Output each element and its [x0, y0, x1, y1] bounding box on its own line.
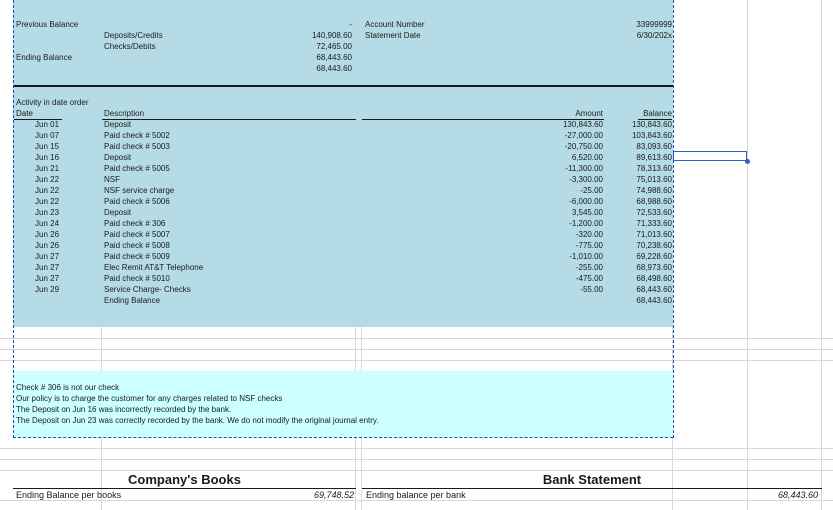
row-date[interactable]: Jun 29 — [35, 285, 60, 294]
gridline — [0, 349, 833, 350]
row-amount[interactable]: -320.00 — [575, 230, 603, 239]
note-line[interactable]: Check # 306 is not our check — [16, 383, 120, 392]
row-description[interactable]: Paid check # 5006 — [104, 197, 170, 206]
row-amount[interactable]: 3,545.00 — [571, 208, 603, 217]
row-amount[interactable]: -475.00 — [575, 274, 603, 283]
row-date[interactable]: Jun 01 — [35, 120, 60, 129]
row-amount[interactable]: 130,843.60 — [562, 120, 603, 129]
header-balance[interactable]: Balance — [643, 109, 672, 118]
row-amount[interactable]: -6,000.00 — [569, 197, 603, 206]
activity-ending-value[interactable]: 68,443.60 — [636, 296, 672, 305]
row-balance[interactable]: 83,093.60 — [636, 142, 672, 151]
deposits-credits-value[interactable]: 140,908.60 — [311, 31, 352, 40]
page-break-line — [673, 0, 674, 438]
deposits-credits-label[interactable]: Deposits/Credits — [104, 31, 163, 40]
bank-statement-title[interactable]: Bank Statement — [542, 472, 642, 487]
activity-title[interactable]: Activity in date order — [16, 98, 89, 107]
company-books-title[interactable]: Company's Books — [128, 472, 241, 487]
row-balance[interactable]: 130,843.60 — [631, 120, 672, 129]
row-balance[interactable]: 74,988.60 — [636, 186, 672, 195]
ending-balance-label[interactable]: Ending Balance — [16, 53, 73, 62]
row-description[interactable]: Paid check # 5003 — [104, 142, 170, 151]
row-date[interactable]: Jun 07 — [35, 131, 60, 140]
page-break-line — [13, 437, 673, 438]
note-line[interactable]: Our policy is to charge the customer for any charges related to NSF checks — [16, 394, 283, 403]
row-balance[interactable]: 89,613.60 — [636, 153, 672, 162]
row-date[interactable]: Jun 22 — [35, 175, 60, 184]
row-amount[interactable]: -3,300.00 — [569, 175, 603, 184]
statement-date-label[interactable]: Statement Date — [365, 31, 421, 40]
row-date[interactable]: Jun 22 — [35, 186, 60, 195]
row-description[interactable]: Paid check # 5010 — [104, 274, 170, 283]
account-number-label[interactable]: Account Number — [365, 20, 425, 29]
underline — [362, 488, 822, 489]
row-date[interactable]: Jun 16 — [35, 153, 60, 162]
checks-debits-value[interactable]: 72,465.00 — [316, 42, 352, 51]
header-date[interactable]: Date — [16, 109, 33, 118]
row-date[interactable]: Jun 21 — [35, 164, 60, 173]
row-description[interactable]: NSF — [104, 175, 120, 184]
gridline — [0, 448, 833, 449]
note-line[interactable]: The Deposit on Jun 16 was incorrectly recorded by the bank. — [16, 405, 232, 414]
row-description[interactable]: Paid check # 5005 — [104, 164, 170, 173]
row-balance[interactable]: 78,313.60 — [636, 164, 672, 173]
row-description[interactable]: Paid check # 5007 — [104, 230, 170, 239]
gridline — [821, 0, 822, 510]
row-amount[interactable]: -11,300.00 — [565, 164, 603, 173]
row-description[interactable]: Deposit — [104, 120, 132, 129]
row-amount[interactable]: -1,200.00 — [569, 219, 603, 228]
header-description[interactable]: Description — [104, 109, 145, 118]
row-balance[interactable]: 68,973.60 — [636, 263, 672, 272]
row-amount[interactable]: 6,520.00 — [571, 153, 603, 162]
account-number-value[interactable]: 33999999 — [636, 20, 672, 29]
row-description[interactable]: Elec Remit AT&T Telephone — [104, 263, 204, 272]
row-date[interactable]: Jun 27 — [35, 263, 60, 272]
gridline — [0, 470, 833, 471]
row-description[interactable]: Paid check # 5008 — [104, 241, 170, 250]
row-date[interactable]: Jun 24 — [35, 219, 60, 228]
row-balance[interactable]: 69,228.60 — [636, 252, 672, 261]
row-date[interactable]: Jun 26 — [35, 241, 60, 250]
page-break-line — [13, 0, 14, 438]
company-ending-label[interactable]: Ending Balance per books — [16, 490, 122, 500]
fill-handle[interactable] — [745, 159, 750, 164]
company-ending-value[interactable]: 69,748.52 — [313, 490, 354, 500]
row-description[interactable]: Deposit — [104, 208, 132, 217]
row-date[interactable]: Jun 26 — [35, 230, 60, 239]
statement-date-value[interactable]: 6/30/202x — [636, 31, 672, 40]
gridline — [747, 0, 748, 510]
header-amount[interactable]: Amount — [575, 109, 603, 118]
gridline — [0, 500, 833, 501]
row-balance[interactable]: 68,443.60 — [636, 285, 672, 294]
row-amount[interactable]: -55.00 — [580, 285, 603, 294]
bank-ending-label[interactable]: Ending balance per bank — [366, 490, 466, 500]
row-amount[interactable]: -25.00 — [580, 186, 603, 195]
underline — [102, 119, 356, 120]
gridline — [0, 360, 833, 361]
row-description[interactable]: NSF service charge — [104, 186, 175, 195]
row-date[interactable]: Jun 15 — [35, 142, 60, 151]
row-description[interactable]: Paid check # 5009 — [104, 252, 170, 261]
row-amount[interactable]: -27,000.00 — [564, 131, 603, 140]
row-balance[interactable]: 70,238.60 — [636, 241, 672, 250]
row-balance[interactable]: 68,988.60 — [636, 197, 672, 206]
previous-balance-value[interactable]: - — [349, 20, 352, 29]
row-date[interactable]: Jun 23 — [35, 208, 60, 217]
activity-ending-label[interactable]: Ending Balance — [104, 296, 161, 305]
ending-balance-value[interactable]: 68,443.60 — [316, 53, 352, 62]
gridline — [0, 459, 833, 460]
row-date[interactable]: Jun 27 — [35, 252, 60, 261]
row-balance[interactable]: 68,498.60 — [636, 274, 672, 283]
previous-balance-label[interactable]: Previous Balance — [16, 20, 79, 29]
row-date[interactable]: Jun 22 — [35, 197, 60, 206]
row-amount[interactable]: -1,010.00 — [569, 252, 603, 261]
gridline — [0, 338, 833, 339]
row-date[interactable]: Jun 27 — [35, 274, 60, 283]
note-line[interactable]: The Deposit on Jun 23 was correctly recorded by the bank. We do not modify the original journal entry. — [16, 416, 379, 425]
row-balance[interactable]: 71,333.60 — [636, 219, 672, 228]
row-balance[interactable]: 72,533.60 — [636, 208, 672, 217]
row-balance[interactable]: 103,843.60 — [631, 131, 672, 140]
ending-balance-value-repeat[interactable]: 68,443.60 — [316, 64, 352, 73]
selected-cell[interactable] — [673, 151, 747, 161]
bank-ending-value[interactable]: 68,443.60 — [777, 490, 818, 500]
underline — [13, 488, 356, 489]
row-description[interactable]: Deposit — [104, 153, 132, 162]
row-balance[interactable]: 71,013.60 — [636, 230, 672, 239]
row-amount[interactable]: -255.00 — [575, 263, 603, 272]
row-description[interactable]: Service Charge- Checks — [104, 285, 191, 294]
checks-debits-label[interactable]: Checks/Debits — [104, 42, 156, 51]
row-amount[interactable]: -775.00 — [575, 241, 603, 250]
row-description[interactable]: Paid check # 5002 — [104, 131, 170, 140]
section-divider — [13, 85, 673, 87]
row-balance[interactable]: 75,013.60 — [636, 175, 672, 184]
row-description[interactable]: Paid check # 306 — [104, 219, 166, 228]
row-amount[interactable]: -20,750.00 — [564, 142, 603, 151]
